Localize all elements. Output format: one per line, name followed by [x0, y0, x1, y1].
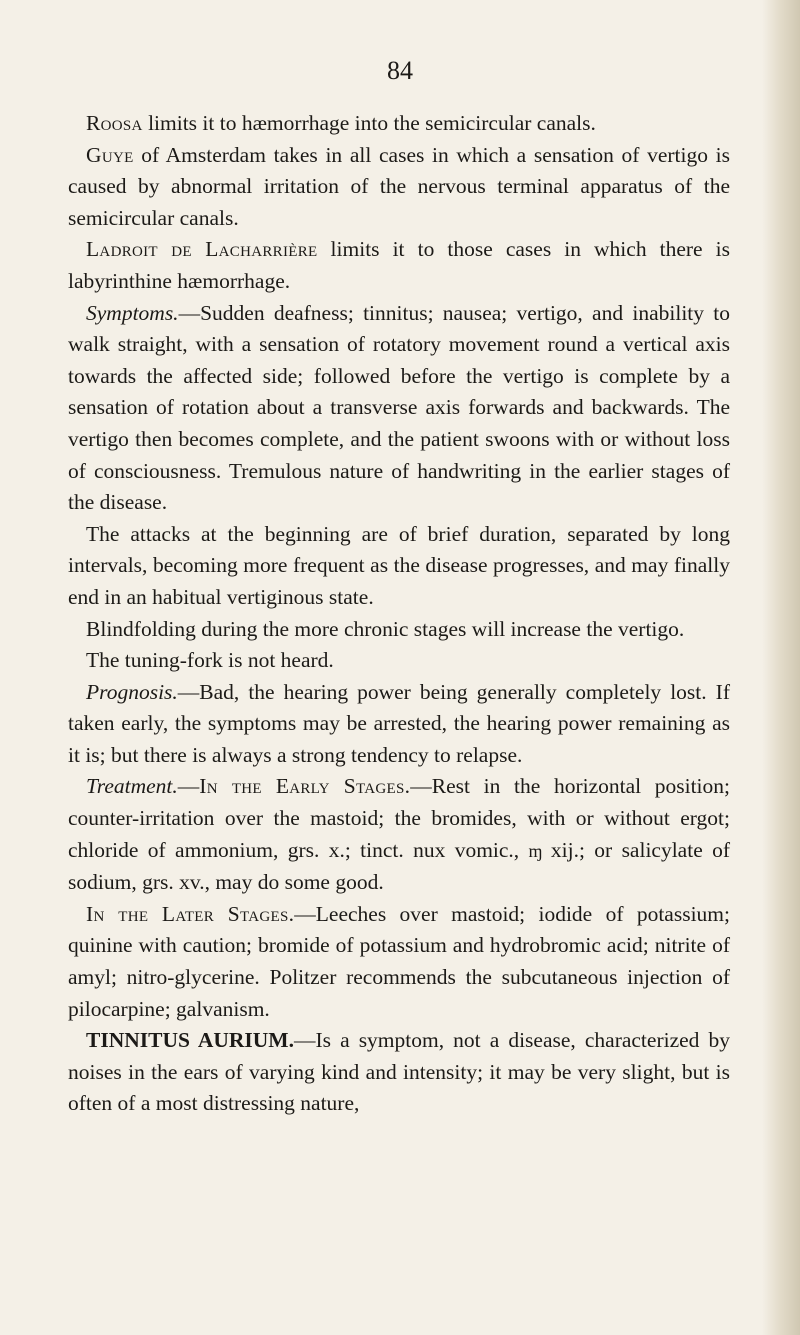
author-name-ladroit: Ladroit de Lacharrière — [86, 237, 318, 262]
heading-prognosis: Prognosis. — [86, 679, 178, 704]
paragraph-tuning-fork — [68, 645, 730, 677]
paragraph-text: —Sudden deafness; tinnitus; nausea; vertigo, and inability to walk straight, with a sensation of rotatory movement round a vertical axis towards the affected side; followed before the vertigo is complete by a sensation of rotation about a transverse axis forwards and backwards. The vertigo then becomes complete, and the patient swoons with or without loss of consciousness. Tremulous nature of handwriting in the earlier stages of the disease. — [68, 300, 730, 515]
paragraph-text: —Bad, the hearing power being generally completely lost. If taken early, the symptoms may be arrested, the hearing power remaining as it is; but there is always a strong tendency to relapse. — [68, 679, 730, 767]
paragraph-treatment — [68, 771, 730, 898]
page-number: 84 — [387, 56, 413, 85]
paragraph-attacks — [68, 519, 730, 614]
paragraph-later-stages — [68, 899, 730, 1025]
paragraph-text: limits it to hæmorrhage into the semicircular canals. — [142, 111, 596, 135]
heading-treatment: Treatment. — [86, 774, 178, 799]
paragraph-symptoms — [68, 298, 730, 519]
author-name-guye: Guye — [86, 142, 134, 167]
paragraph-text: Blindfolding during the more chronic stages will increase the vertigo. — [86, 616, 685, 641]
heading-tinnitus-aurium: TINNITUS AURIUM. — [86, 1028, 294, 1053]
paragraph-text: —Is a symptom, not a disease, characterized by noises in the ears of varying kind and intensity; it may be very slight, but is often of a most distressing nature, — [68, 1028, 730, 1116]
paragraph-roosa — [68, 108, 730, 140]
subheading-later-stages: In the Later Stages. — [86, 901, 295, 926]
page-edge-shadow — [762, 0, 800, 1335]
heading-symptoms: Symptoms. — [86, 300, 179, 325]
paragraph-guye — [68, 140, 730, 235]
paragraph-ladroit — [68, 234, 730, 297]
paragraph-prognosis — [68, 677, 730, 772]
subheading-early-stages: In the Early Stages. — [199, 774, 411, 799]
paragraph-text: —Rest in the horizontal position; counter-irritation over the mastoid; the bromides, with or without ergot; chloride of ammonium, grs. x.; tinct. nux vomic., — [68, 774, 731, 862]
paragraph-text: xij.; or salicylate of sodium, grs. xv., may do some good. — [68, 837, 731, 895]
author-name-roosa: Roosa — [86, 111, 143, 135]
paragraph-tinnitus — [68, 1025, 730, 1120]
em-dash: — — [177, 774, 200, 799]
minim-symbol-icon: ɱ — [528, 840, 542, 861]
paragraph-text: —Leeches over mastoid; iodide of potassium; quinine with caution; bromide of potassium and hydrobromic acid; nitrite of amyl; nitro-glycerine. Politzer recommends the subcutaneous injection of pilocarpine; galvanism. — [68, 901, 730, 1021]
paragraph-blindfolding — [68, 614, 730, 646]
page-body — [68, 108, 730, 1120]
paragraph-text: The tuning-fork is not heard. — [86, 648, 334, 673]
paragraph-text: limits it to those cases in which there is labyrinthine hæmorrhage. — [68, 237, 730, 293]
paragraph-text: The attacks at the beginning are of brief duration, separated by long intervals, becoming more frequent as the disease progresses, and may finally end in an habitual vertiginous state. — [68, 521, 730, 609]
paragraph-text: of Amsterdam takes in all cases in which a sensation of vertigo is caused by abnormal irritation of the nervous terminal apparatus of the semicircular canals. — [68, 142, 730, 230]
